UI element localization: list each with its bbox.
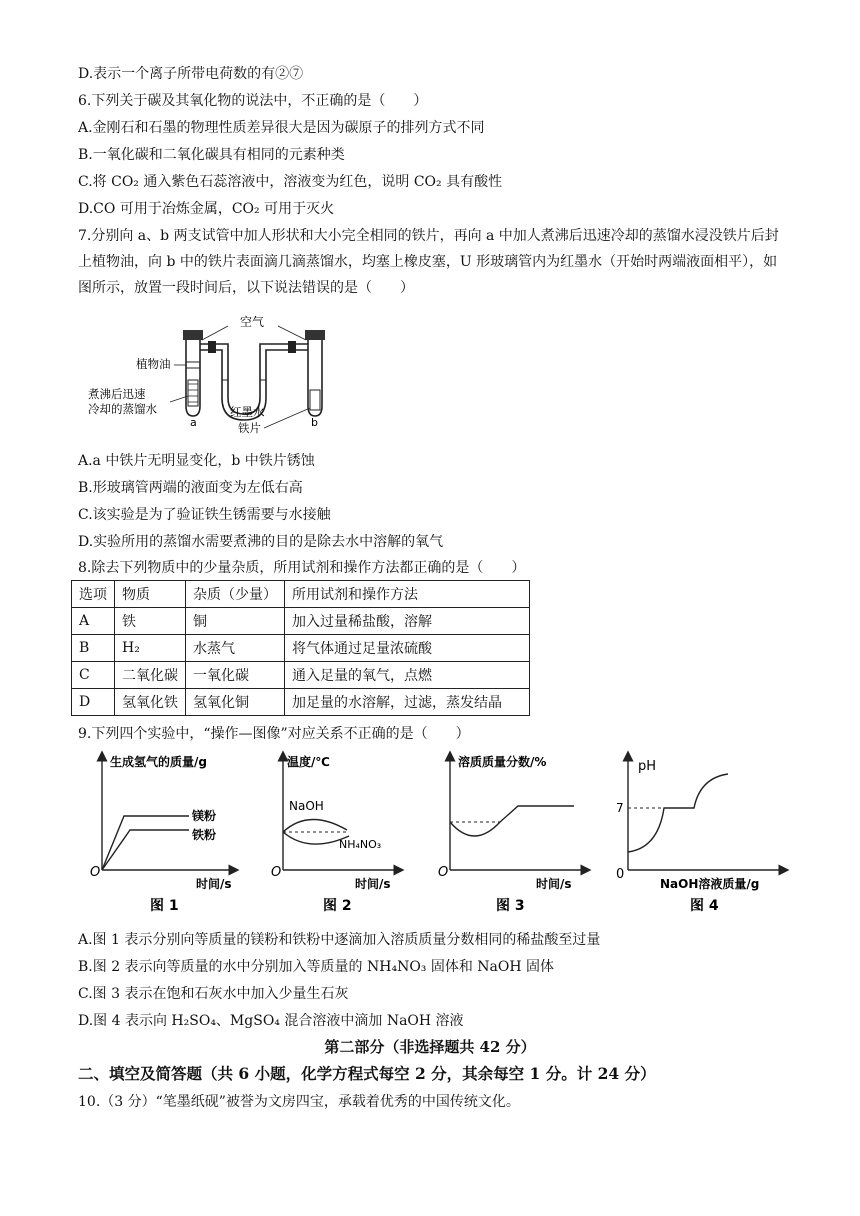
table-cell: 物质 — [115, 581, 186, 608]
option-9d: D.图 4 表示向 H₂SO₄、MgSO₄ 混合溶液中滴加 NaOH 溶液 — [78, 1013, 464, 1029]
graph-3-caption: 图 3 — [496, 898, 525, 914]
table-cell: H₂ — [115, 635, 186, 662]
graph-1-series-fe — [102, 830, 189, 870]
question-6: 6.下列关于碳及其氧化物的说法中，不正确的是（ ） — [78, 93, 428, 109]
label-b: b — [311, 416, 318, 429]
option-9c: C.图 3 表示在饱和石灰水中加入少量生石灰 — [78, 986, 349, 1002]
graph-3-origin: O — [438, 865, 449, 880]
table-cell: A — [72, 608, 115, 635]
option-7d: D.实验所用的蒸馏水需要煮沸的目的是除去水中溶解的氧气 — [78, 534, 444, 550]
label-water-1: 煮沸后迅速 — [88, 387, 146, 401]
graph-1-origin: O — [90, 865, 101, 880]
table-cell: 氢氧化铜 — [186, 689, 285, 716]
question-7: 7.分别向 a、b 两支试管中加人形状和大小完全相同的铁片，再向 a 中加人煮沸后迅速冷却的蒸馏水浸没铁片后封上植物油，向 b 中的铁片表面滴几滴蒸馏水，均塞上橡皮塞，U 形玻璃管内为红墨水（开始时两端液面相平），如图所示，放置一段时间后，以下说法错误的是（ ） — [78, 228, 779, 296]
table-cell: 一氧化碳 — [186, 662, 285, 689]
question-10: 10.（3 分）“笔墨纸砚”被誉为文房四宝，承载着优秀的中国传统文化。 — [78, 1094, 520, 1110]
table-cell: 铁 — [115, 608, 186, 635]
graph-3-ylabel: 溶质质量分数/% — [458, 755, 547, 769]
graph-3 — [438, 754, 586, 914]
graph-4-origin: 0 — [616, 867, 625, 882]
graph-1-ylabel: 生成氢气的质量/g — [110, 755, 207, 769]
graph-3-xlabel: 时间/s — [536, 877, 572, 891]
table-cell: 加足量的水溶解，过滤，蒸发结晶 — [285, 689, 530, 716]
option-7b: B.形玻璃管两端的液面变为左低右高 — [78, 480, 303, 496]
graph-3-series — [450, 806, 574, 836]
table-row — [72, 635, 530, 662]
graph-2-series-label: NaOH — [289, 799, 324, 813]
table-row — [72, 689, 530, 716]
part-2-heading: 第二部分（非选择题共 42 分） — [324, 1038, 536, 1056]
graph-1-xlabel: 时间/s — [196, 877, 232, 891]
table-cell: 通入足量的氧气，点燃 — [285, 662, 530, 689]
label-iron: 铁片 — [238, 421, 261, 435]
label-air: 空气 — [240, 315, 265, 329]
table-cell: B — [72, 635, 115, 662]
graph-4-series — [628, 774, 728, 852]
option-7a: A.a 中铁片无明显变化，b 中铁片锈蚀 — [78, 453, 315, 469]
option-6c: C.将 CO₂ 通入紫色石蕊溶液中，溶液变为红色，说明 CO₂ 具有酸性 — [78, 174, 503, 190]
table-cell: 二氧化碳 — [115, 662, 186, 689]
graph-4 — [616, 756, 784, 914]
table-cell: 氢氧化铁 — [115, 689, 186, 716]
table-header-row — [72, 581, 530, 608]
table-cell: 水蒸气 — [186, 635, 285, 662]
graph-2-ylabel: 温度/℃ — [287, 755, 330, 769]
option-7c: C.该实验是为了验证铁生锈需要与水接触 — [78, 507, 331, 523]
graph-1-caption: 图 1 — [150, 898, 179, 914]
label-water-2: 冷却的蒸馏水 — [88, 402, 157, 416]
graph-2-origin: O — [271, 865, 282, 880]
graph-2 — [271, 754, 399, 914]
graph-4-xlabel: NaOH溶液质量/g — [660, 877, 760, 891]
label-oil: 植物油 — [136, 357, 171, 371]
option-6b: B.一氧化碳和二氧化碳具有相同的元素种类 — [78, 147, 345, 163]
table-cell: 杂质（少量） — [186, 581, 285, 608]
graph-4-caption: 图 4 — [690, 898, 719, 914]
label-ink: 红墨水 — [230, 405, 265, 419]
table-cell: 铜 — [186, 608, 285, 635]
graph-1-series-label: 铁粉 — [192, 828, 217, 842]
table-cell: 所用试剂和操作方法 — [285, 581, 530, 608]
table-row — [72, 608, 530, 635]
graph-4-ylabel: pH — [638, 759, 657, 774]
graphs-figure — [84, 750, 794, 920]
option-d-q5: D.表示一个离子所带电荷数的有②⑦ — [78, 66, 304, 82]
option-9a: A.图 1 表示分别向等质量的镁粉和铁粉中逐滴加入溶质质量分数相同的稀盐酸至过量 — [78, 932, 601, 948]
table-cell: D — [72, 689, 115, 716]
option-6a: A.金刚石和石墨的物理性质差异很大是因为碳原子的排列方式不同 — [78, 120, 485, 136]
graph-2-caption: 图 2 — [323, 898, 352, 914]
table-row — [72, 662, 530, 689]
graph-1 — [90, 754, 234, 914]
graph-2-series-naoh — [283, 819, 347, 832]
graph-1-series-label: 镁粉 — [192, 809, 217, 823]
table-cell: 加入过量稀盐酸，溶解 — [285, 608, 530, 635]
table-cell: 将气体通过足量浓硫酸 — [285, 635, 530, 662]
impurity-table — [71, 580, 530, 716]
question-8: 8.除去下列物质中的少量杂质，所用试剂和操作方法都正确的是（ ） — [78, 560, 526, 576]
table-cell: 选项 — [72, 581, 115, 608]
label-a: a — [190, 416, 197, 429]
section-2-heading: 二、填空及简答题（共 6 小题，化学方程式每空 2 分，其余每空 1 分。计 24 分） — [78, 1064, 656, 1083]
question-9: 9.下列四个实验中，“操作—图像”对应关系不正确的是（ ） — [78, 726, 470, 742]
table-cell: C — [72, 662, 115, 689]
apparatus-figure — [78, 310, 338, 440]
option-9b: B.图 2 表示向等质量的水中分别加入等质量的 NH₄NO₃ 固体和 NaOH 固体 — [78, 959, 555, 975]
option-6d: D.CO 可用于冶炼金属，CO₂ 可用于灭火 — [78, 201, 335, 217]
graph-2-xlabel: 时间/s — [355, 877, 391, 891]
graph-1-series-mg — [102, 816, 189, 870]
graph-2-series-label: NH₄NO₃ — [339, 838, 382, 851]
graph-4-ytick: 7 — [616, 801, 624, 815]
